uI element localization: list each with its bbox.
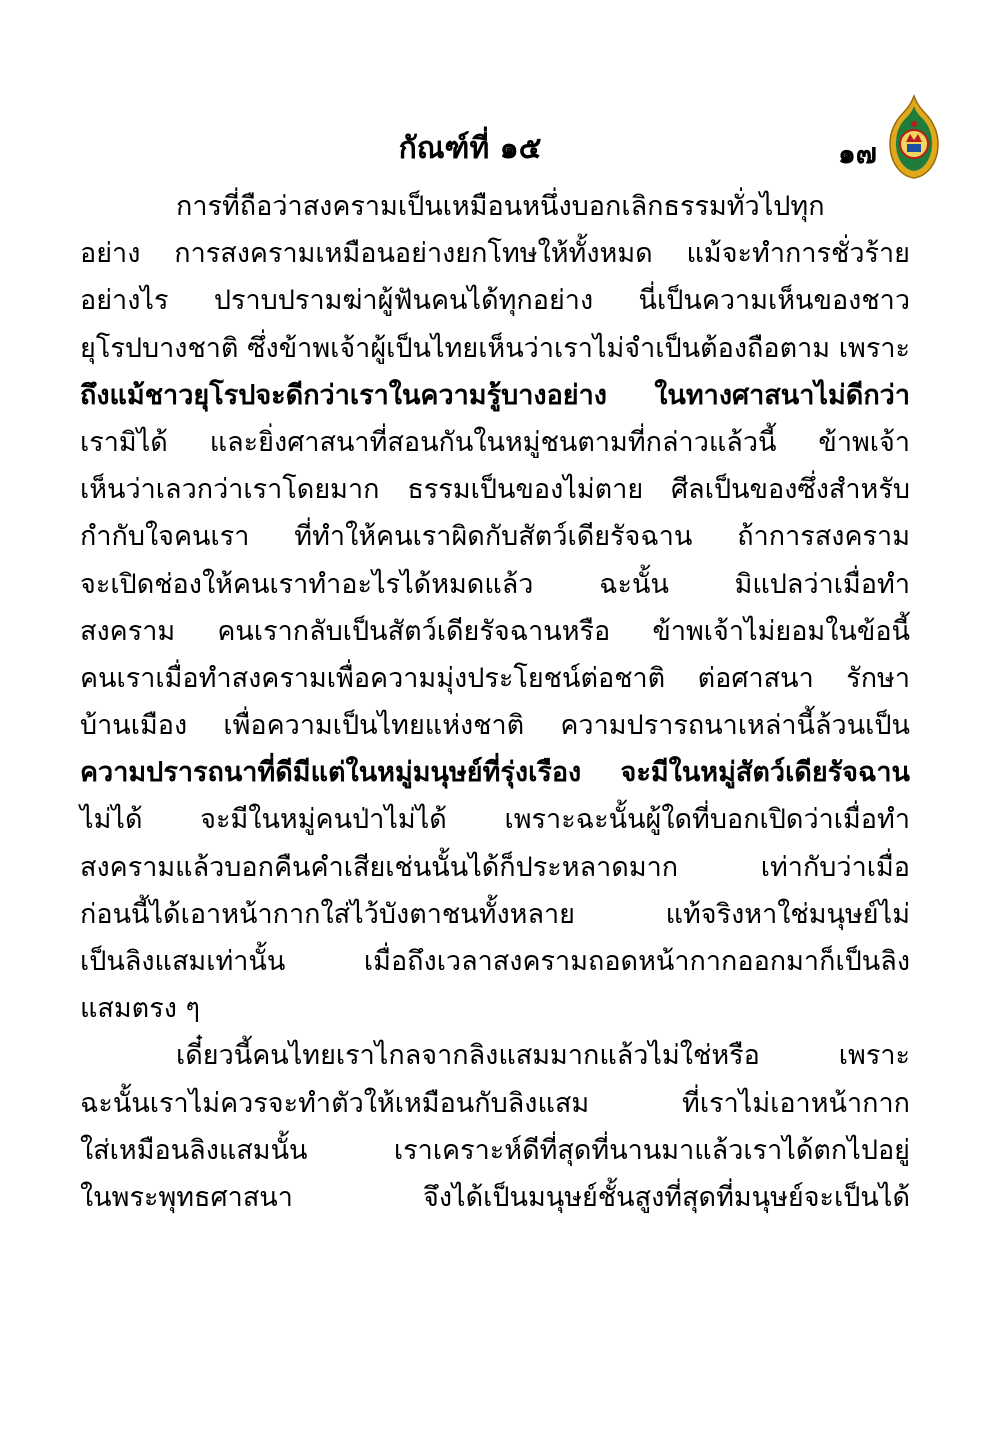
text-line: ไม่ได้ จะมีในหมู่คนป่าไม่ได้ เพราะฉะนั้นผู้ใดที่บอกเปิดว่าเมื่อทำ: [80, 804, 910, 836]
crown-emblem-icon: [886, 94, 942, 180]
text-line: ความปรารถนาที่ดีมีแต่ในหมู่มนุษย์ที่รุ่งเรือง จะมีในหมู่สัตว์เดียรัจฉาน: [80, 757, 910, 789]
text-line: อย่างไร ปราบปรามฆ่าผู้ฟันคนได้ทุกอย่าง นี่เป็นความเห็นของชาว: [80, 285, 910, 317]
text-line: เห็นว่าเลวกว่าเราโดยมาก ธรรมเป็นของไม่ตาย ศีลเป็นของซึ่งสำหรับ: [80, 474, 910, 506]
text-line: สงคราม คนเรากลับเป็นสัตว์เดียรัจฉานหรือ ข้าพเจ้าไม่ยอมในข้อนี้: [80, 615, 910, 647]
text-line: ก่อนนี้ได้เอาหน้ากากใส่ไว้บังตาชนทั้งหลาย แท้จริงหาใช่มนุษย์ไม่: [80, 898, 910, 930]
text-line: เป็นลิงแสมเท่านั้น เมื่อถึงเวลาสงครามถอดหน้ากากออกมาก็เป็นลิง: [80, 946, 910, 977]
text-line: คนเราเมื่อทำสงครามเพื่อความมุ่งประโยชน์ต่อชาติ ต่อศาสนา รักษา: [80, 662, 910, 694]
text-line: แสมตรง ๆ: [80, 993, 200, 1025]
text-line: การที่ถือว่าสงครามเป็นเหมือนหนึ่งบอกเลิกธรรมทั่วไปทุก: [176, 191, 825, 222]
text-line: สงครามแล้วบอกคืนคำเสียเช่นนั้นได้ก็ประหลาดมาก เท่ากับว่าเมื่อ: [80, 851, 910, 883]
text-line: ใส่เหมือนลิงแสมนั้น เราเคราะห์ดีที่สุดที่นานมาแล้วเราได้ตกไปอยู่: [80, 1134, 910, 1166]
text-line: ยุโรปบางชาติ ซึ่งข้าพเจ้าผู้เป็นไทยเห็นว่าเราไม่จำเป็นต้องถือตาม เพราะ: [80, 332, 910, 364]
text-line: ถึงแม้ชาวยุโรปจะดีกว่าเราในความรู้บางอย่าง ในทางศาสนาไม่ดีกว่า: [80, 379, 910, 411]
text-line: ในพระพุทธศาสนา จึงได้เป็นมนุษย์ชั้นสูงที่สุดที่มนุษย์จะเป็นได้: [80, 1181, 910, 1213]
text-line: เดี๋ยวนี้คนไทยเราไกลจากลิงแสมมากแล้วไม่ใช่หรือ เพราะ: [176, 1040, 910, 1072]
text-line: เรามิได้ และยิ่งศาสนาที่สอนกันในหมู่ชนตามที่กล่าวแล้วนี้ ข้าพเจ้า: [80, 426, 910, 458]
page-number: ๑๗: [838, 137, 877, 170]
text-line: อย่าง การสงครามเหมือนอย่างยกโทษให้ทั้งหมด แม้จะทำการชั่วร้าย: [80, 238, 910, 270]
body-text: [80, 183, 910, 1221]
text-line: ฉะนั้นเราไม่ควรจะทำตัวให้เหมือนกับลิงแสม ที่เราไม่เอาหน้ากาก: [80, 1087, 910, 1119]
text-line: กำกับใจคนเรา ที่ทำให้คนเราผิดกับสัตว์เดียรัจฉาน ถ้าการสงคราม: [80, 521, 910, 553]
text-line: บ้านเมือง เพื่อความเป็นไทยแห่งชาติ ความปรารถนาเหล่านี้ล้วนเป็น: [80, 710, 910, 742]
text-line: จะเปิดช่องให้คนเราทำอะไรได้หมดแล้ว ฉะนั้น มิแปลว่าเมื่อทำ: [80, 568, 910, 600]
chapter-title: กัณฑ์ที่ ๑๕: [398, 131, 542, 166]
